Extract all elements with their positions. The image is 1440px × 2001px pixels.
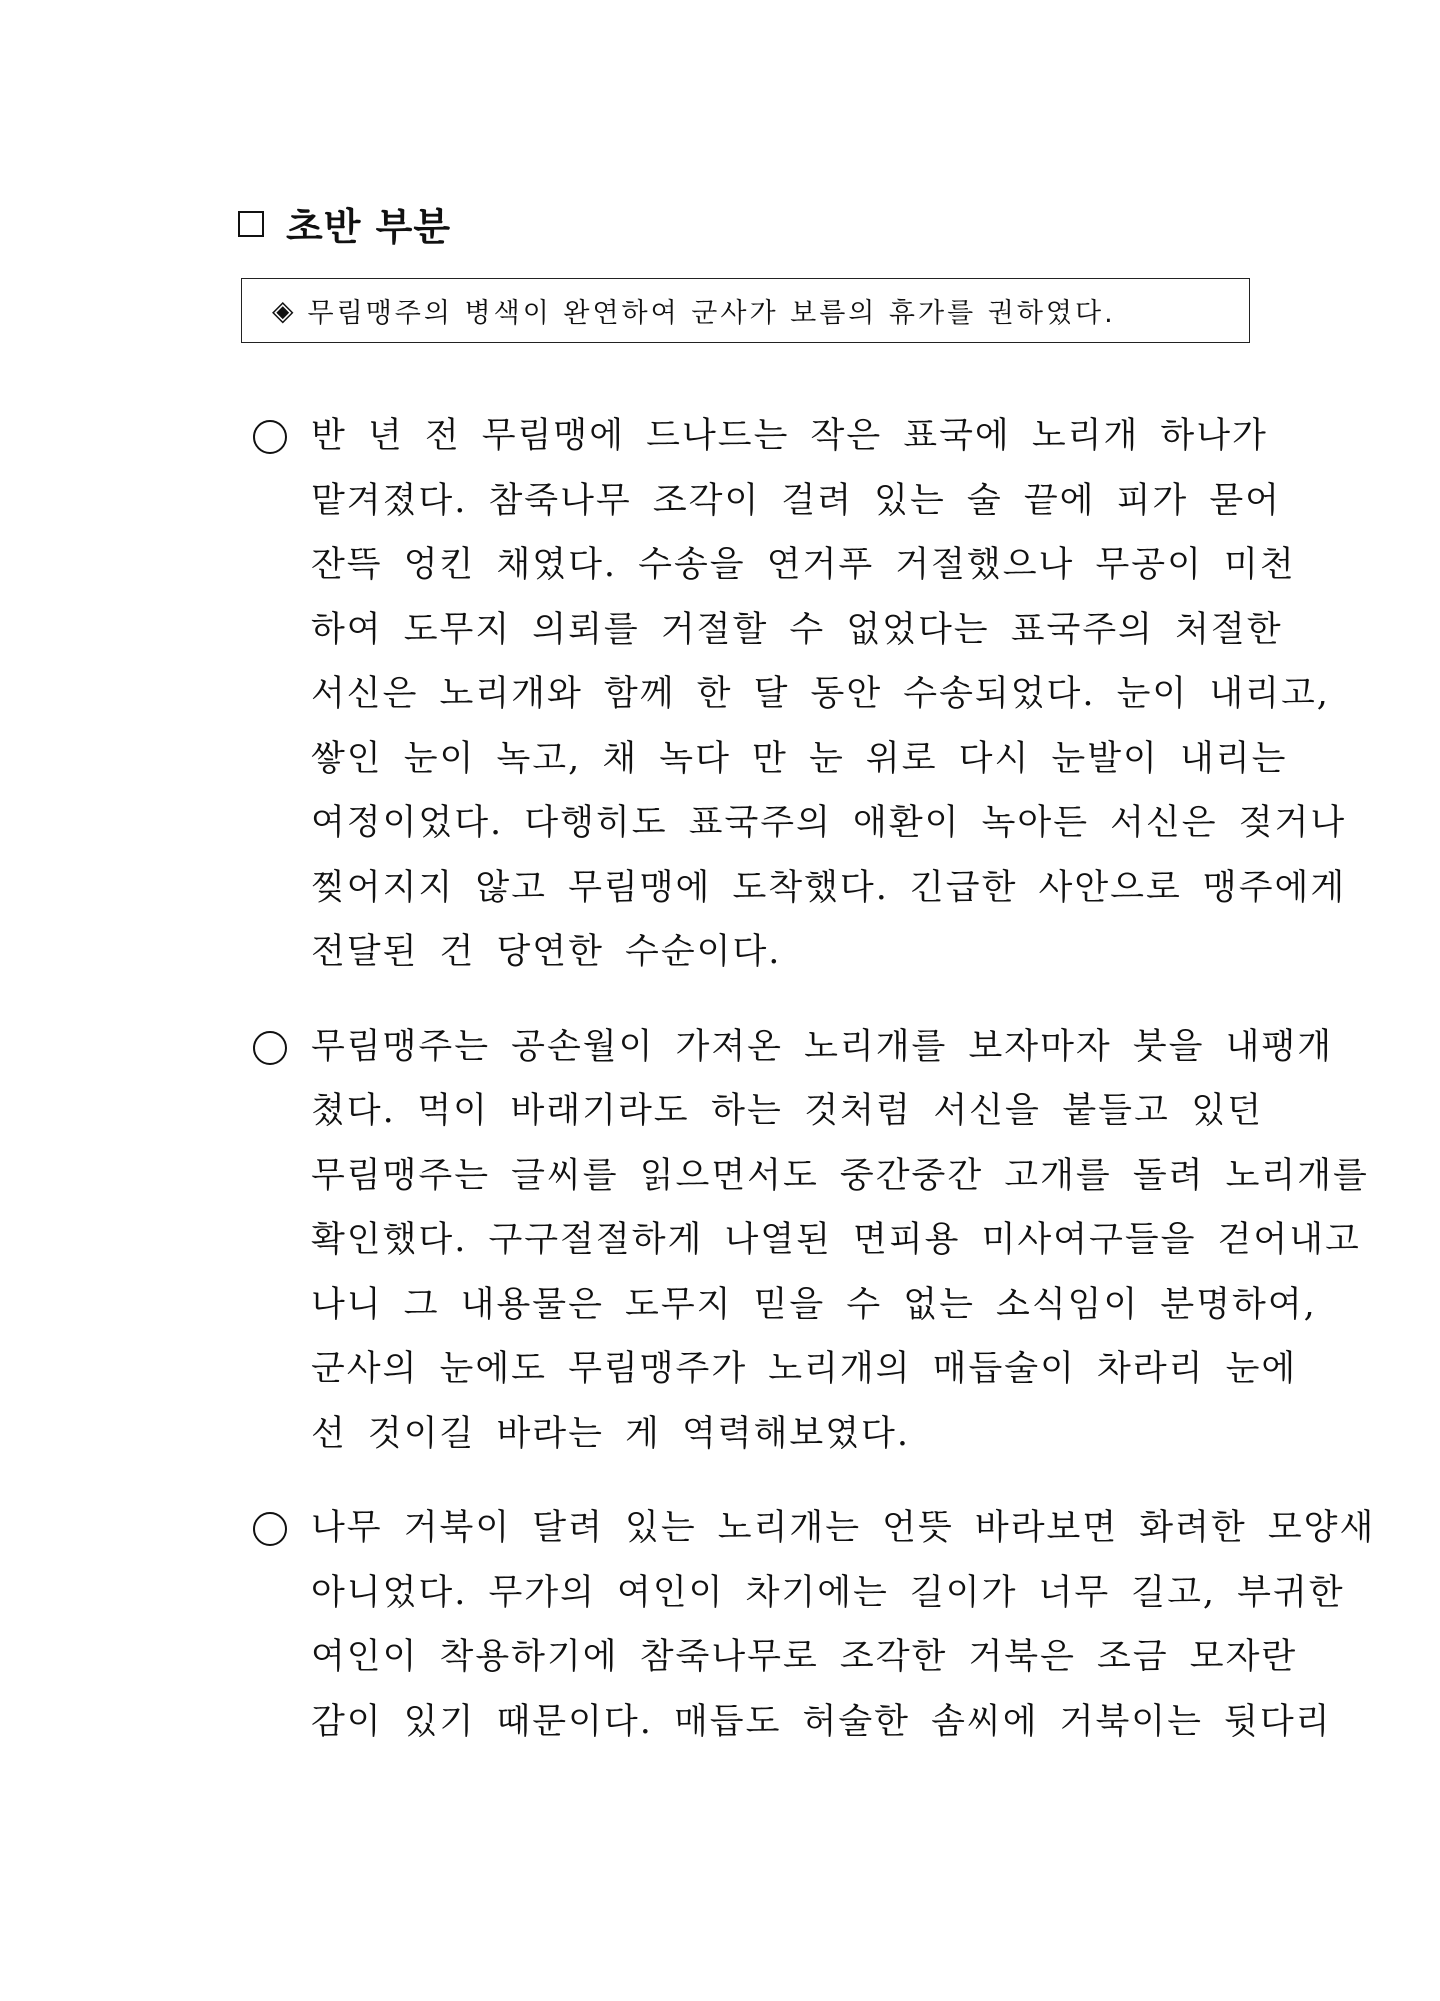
paragraph-list	[253, 404, 1376, 1784]
paragraph-line: 잔뜩 엉킨 채였다. 수송을 연거푸 거절했으나 무공이 미천	[311, 545, 1296, 585]
diamond-marker-icon: ◈	[272, 294, 294, 327]
paragraph-line: 군사의 눈에도 무림맹주가 노리개의 매듭술이 차라리 눈에	[311, 1349, 1298, 1389]
paragraph-line: 무림맹주는 공손월이 가져온 노리개를 보자마자 붓을 내팽개	[311, 1026, 1334, 1067]
paragraph-line: 나무 거북이 달려 있는 노리개는 언뜻 바라보면 화려한 모양새	[311, 1508, 1376, 1548]
circle-bullet-icon	[253, 1031, 287, 1065]
paragraph-text	[311, 1015, 1369, 1467]
paragraph-line: 서신은 노리개와 함께 한 달 동안 수송되었다. 눈이 내리고,	[311, 674, 1330, 714]
paragraph-line: 무림맹주는 글씨를 읽으면서도 중간중간 고개를 돌려 노리개를	[311, 1155, 1369, 1196]
summary-box	[241, 278, 1250, 343]
section-heading	[238, 196, 451, 251]
paragraph-line: 반 년 전 무림맹에 드나드는 작은 표국에 노리개 하나가	[311, 416, 1268, 456]
paragraph-item	[253, 404, 1347, 985]
paragraph-item	[253, 1015, 1369, 1467]
summary-text: 무림맹주의 병색이 완연하여 군사가 보름의 휴가를 권하였다.	[307, 298, 1116, 329]
paragraph-line: 아니었다. 무가의 여인이 차기에는 길이가 너무 길고, 부귀한	[311, 1572, 1345, 1613]
paragraph-line: 전달된 건 당연한 수순이다.	[311, 932, 782, 972]
paragraph-line: 하여 도무지 의뢰를 거절할 수 없었다는 표국주의 처절한	[311, 609, 1283, 650]
paragraph-line: 여정이었다. 다행히도 표국주의 애환이 녹아든 서신은 젖거나	[311, 803, 1347, 843]
paragraph-line: 쳤다. 먹이 바래기라도 하는 것처럼 서신을 붙들고 있던	[311, 1091, 1263, 1131]
circle-bullet-icon	[253, 1512, 287, 1546]
paragraph-text	[311, 404, 1347, 985]
paragraph-line: 맡겨졌다. 참죽나무 조각이 걸려 있는 술 끝에 피가 묻어	[311, 480, 1281, 521]
paragraph-line: 쌓인 눈이 녹고, 채 녹다 만 눈 위로 다시 눈발이 내리는	[311, 738, 1288, 779]
paragraph-line: 확인했다. 구구절절하게 나열된 면피용 미사여구들을 걷어내고	[311, 1220, 1361, 1260]
paragraph-line: 나니 그 내용물은 도무지 믿을 수 없는 소식임이 분명하여,	[311, 1284, 1317, 1325]
paragraph-line: 찢어지지 않고 무림맹에 도착했다. 긴급한 사안으로 맹주에게	[311, 867, 1347, 908]
section-heading-label: 초반 부분	[286, 205, 452, 249]
paragraph-item	[253, 1496, 1376, 1754]
paragraph-line: 감이 있기 때문이다. 매듭도 허술한 솜씨에 거북이는 뒷다리	[311, 1701, 1332, 1742]
paragraph-line: 선 것이길 바라는 게 역력해보였다.	[311, 1413, 910, 1454]
circle-bullet-icon	[253, 420, 287, 454]
paragraph-line: 여인이 착용하기에 참죽나무로 조각한 거북은 조금 모자란	[311, 1637, 1298, 1677]
checkbox-square-icon	[238, 211, 264, 237]
paragraph-text	[311, 1496, 1376, 1754]
